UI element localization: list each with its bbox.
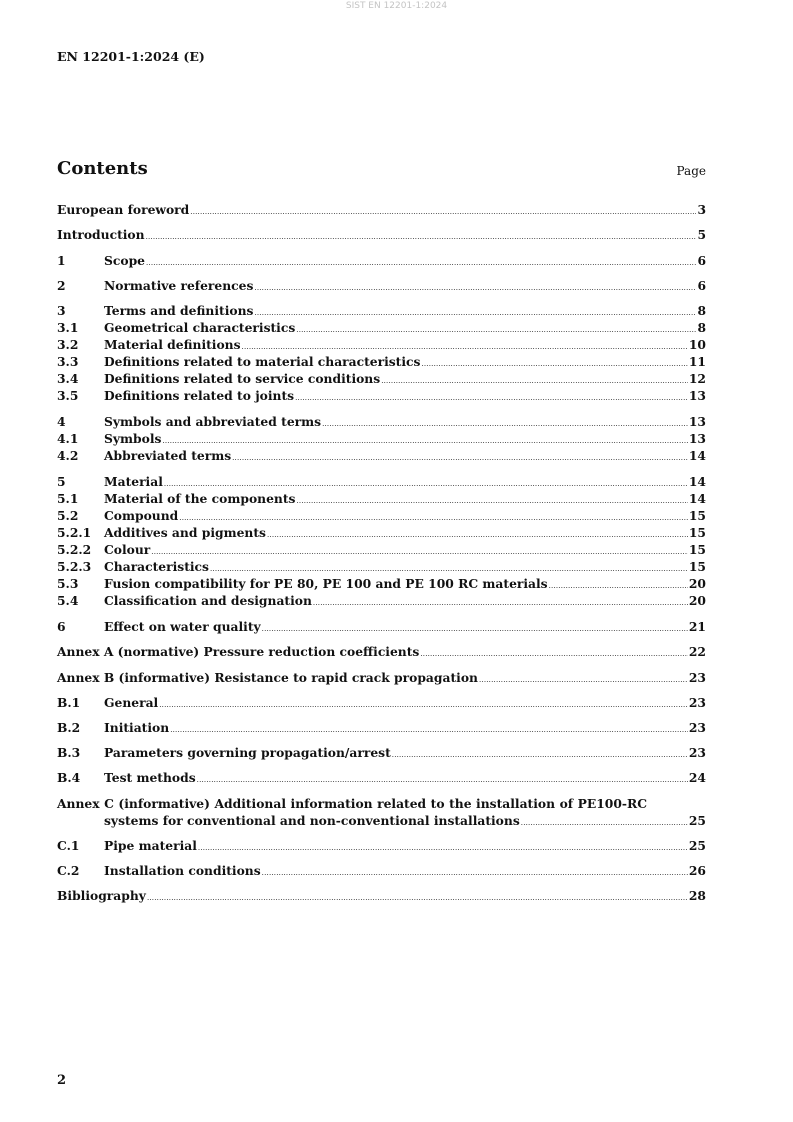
- toc-entry-title: General: [104, 695, 159, 710]
- toc-entry-title: Bibliography: [57, 888, 146, 903]
- toc-entry-number: 5.2.3: [57, 559, 92, 574]
- toc-entry[interactable]: [57, 227, 706, 243]
- toc-entry-title: Normative references: [104, 278, 254, 293]
- toc-entry-number: B.2: [57, 720, 81, 735]
- toc-entry-number: 4.2: [57, 448, 79, 463]
- toc-entry-page: 23: [688, 695, 706, 710]
- toc-entry[interactable]: [57, 770, 706, 786]
- toc-entry[interactable]: [57, 448, 706, 464]
- toc-entry-title: Pipe material: [104, 838, 197, 853]
- toc-entry-title: Definitions related to joints: [104, 388, 295, 403]
- toc-entry-title: Symbols and abbreviated terms: [104, 414, 322, 429]
- toc-entry-title: Classification and designation: [104, 593, 312, 608]
- toc-leader-dots: [295, 390, 688, 406]
- toc-entry-title: European foreword: [57, 202, 190, 217]
- toc-entry-title: Annex A (normative) Pressure reduction coefficients: [57, 644, 420, 659]
- toc-leader-dots: [232, 450, 688, 466]
- toc-leader-dots: [162, 433, 687, 449]
- toc-entry[interactable]: [57, 253, 706, 269]
- toc-leader-dots: [159, 697, 688, 713]
- toc-leader-dots: [296, 322, 696, 338]
- toc-entry-page: 8: [697, 320, 706, 335]
- toc-entry-number: 5.3: [57, 576, 79, 591]
- toc-entry[interactable]: [57, 838, 706, 854]
- toc-leader-dots: [313, 595, 688, 611]
- toc-leader-dots: [479, 672, 688, 688]
- toc-entry-page: 12: [688, 371, 706, 386]
- toc-entry-number: 1: [57, 253, 66, 268]
- toc-leader-dots: [521, 815, 688, 831]
- toc-leader-dots: [190, 204, 696, 220]
- toc-leader-dots: [198, 840, 688, 856]
- toc-entry-title: Characteristics: [104, 559, 209, 574]
- toc-entry-number: 3.3: [57, 354, 79, 369]
- toc-entry[interactable]: [57, 619, 706, 635]
- toc-entry-page: 28: [688, 888, 706, 903]
- toc-entry-title: Compound: [104, 508, 179, 523]
- toc-entry-page: 3: [697, 202, 706, 217]
- toc-leader-dots: [197, 772, 688, 788]
- toc-entry-number: 5.2: [57, 508, 79, 523]
- toc-leader-dots: [146, 229, 697, 245]
- toc-entry-page: 21: [688, 619, 706, 634]
- toc-entry[interactable]: [57, 388, 706, 404]
- toc-entry-page: 23: [688, 720, 706, 735]
- toc-leader-dots: [420, 646, 688, 662]
- toc-entry-title: Fusion compatibility for PE 80, PE 100 and PE 100 RC materials: [104, 576, 548, 591]
- toc-entry-page: 6: [697, 253, 706, 268]
- toc-entry-page: 15: [688, 559, 706, 574]
- page-column-label: Page: [676, 164, 706, 178]
- toc-entry[interactable]: [57, 813, 706, 829]
- toc-entry[interactable]: [57, 202, 706, 218]
- toc-leader-dots: [421, 356, 687, 372]
- toc-entry-number: 5.4: [57, 593, 79, 608]
- toc-entry-title: Additives and pigments: [104, 525, 266, 540]
- toc-entry[interactable]: [57, 337, 706, 353]
- toc-entry-page: 23: [688, 745, 706, 760]
- toc-entry-number: 5.2.2: [57, 542, 92, 557]
- toc-entry-page: 15: [688, 508, 706, 523]
- toc-entry-number: 3.4: [57, 371, 79, 386]
- toc-entry-number: 4.1: [57, 431, 79, 446]
- toc-entry-number: 3: [57, 303, 66, 318]
- toc-entry[interactable]: [57, 525, 706, 541]
- toc-entry-page: 10: [688, 337, 706, 352]
- toc-entry-page: 13: [688, 388, 706, 403]
- toc-entry[interactable]: [57, 542, 706, 558]
- contents-heading: Contents: [57, 158, 148, 179]
- toc-leader-dots: [392, 747, 688, 763]
- toc-entry-page: 8: [697, 303, 706, 318]
- toc-entry-title: Colour: [104, 542, 151, 557]
- toc-entry[interactable]: [57, 644, 706, 660]
- toc-entry-number: 5: [57, 474, 66, 489]
- toc-entry-page: 20: [688, 576, 706, 591]
- toc-entry-page: 14: [688, 491, 706, 506]
- toc-entry-page: 22: [688, 644, 706, 659]
- toc-leader-dots: [210, 561, 688, 577]
- toc-entry[interactable]: [57, 431, 706, 447]
- toc-entry-title: Material: [104, 474, 163, 489]
- toc-entry-page: 26: [688, 863, 706, 878]
- toc-leader-dots: [147, 890, 688, 906]
- toc-entry-number: 2: [57, 278, 66, 293]
- toc-entry-page: 15: [688, 525, 706, 540]
- toc-entry-number: 3.2: [57, 337, 79, 352]
- toc-entry[interactable]: [57, 670, 706, 686]
- toc-entry[interactable]: [57, 414, 706, 430]
- toc-entry-title: Definitions related to service conditions: [104, 371, 381, 386]
- toc-entry-title: systems for conventional and non-conventional installations: [104, 813, 520, 828]
- toc-entry-title: Test methods: [104, 770, 196, 785]
- toc-entry-title: Parameters governing propagation/arrest: [104, 745, 391, 760]
- toc-entry-title: Introduction: [57, 227, 145, 242]
- toc-entry[interactable]: [57, 278, 706, 294]
- toc-entry[interactable]: [57, 695, 706, 711]
- toc-entry[interactable]: [57, 491, 706, 507]
- toc-leader-dots: [549, 578, 688, 594]
- toc-entry-number: 3.5: [57, 388, 79, 403]
- toc-entry[interactable]: [57, 720, 706, 736]
- toc-entry-page: 13: [688, 414, 706, 429]
- toc-entry-title: Initiation: [104, 720, 170, 735]
- toc-entry-title: Symbols: [104, 431, 162, 446]
- toc-entry-title: Annex B (informative) Resistance to rapid crack propagation: [57, 670, 478, 685]
- toc-entry[interactable]: [57, 320, 706, 336]
- toc-entry-title: Scope: [104, 253, 145, 268]
- toc-entry[interactable]: [57, 576, 706, 592]
- toc-leader-dots: [146, 255, 696, 271]
- toc-leader-dots: [381, 373, 688, 389]
- toc-entry-page: 23: [688, 670, 706, 685]
- toc-entry-number: B.4: [57, 770, 81, 785]
- toc-entry-page: 13: [688, 431, 706, 446]
- toc-entry-page: 24: [688, 770, 706, 785]
- toc-entry-page: 5: [697, 227, 706, 242]
- toc-leader-dots: [267, 527, 688, 543]
- toc-entry-page: 14: [688, 474, 706, 489]
- toc-entry[interactable]: [57, 559, 706, 575]
- toc-entry-page: 20: [688, 593, 706, 608]
- toc-entry[interactable]: [57, 371, 706, 387]
- toc-entry-title: Geometrical characteristics: [104, 320, 296, 335]
- toc-entry[interactable]: [57, 593, 706, 609]
- toc-entry-number: 5.2.1: [57, 525, 92, 540]
- toc-entry-number: 3.1: [57, 320, 79, 335]
- toc-entry-page: 15: [688, 542, 706, 557]
- toc-leader-dots: [322, 416, 688, 432]
- toc-entry-number: C.1: [57, 838, 80, 853]
- toc-leader-dots: [179, 510, 688, 526]
- toc-entry-title: Material definitions: [104, 337, 241, 352]
- toc-leader-dots: [242, 339, 688, 355]
- toc-entry-page: 25: [688, 813, 706, 828]
- toc-entry[interactable]: [57, 745, 706, 761]
- toc-leader-dots: [164, 476, 688, 492]
- watermark: SIST EN 12201-1:2024: [345, 1, 448, 11]
- toc-entry-number: B.3: [57, 745, 81, 760]
- toc-entry-number: C.2: [57, 863, 80, 878]
- toc-leader-dots: [170, 722, 688, 738]
- document-id: EN 12201-1:2024 (E): [57, 49, 205, 64]
- toc-entry-page: 11: [688, 354, 706, 369]
- toc-leader-dots: [254, 280, 696, 296]
- toc-entry[interactable]: [57, 863, 706, 879]
- toc-leader-dots: [262, 621, 688, 637]
- toc-entry-number: 5.1: [57, 491, 79, 506]
- toc-entry-page: 6: [697, 278, 706, 293]
- toc-entry[interactable]: [57, 508, 706, 524]
- toc-entry-title: Installation conditions: [104, 863, 261, 878]
- toc-entry[interactable]: [57, 474, 706, 490]
- toc-entry-page: 25: [688, 838, 706, 853]
- annex-c-heading-line[interactable]: Annex C (informative) Additional information related to the installation of PE100-RC: [57, 796, 647, 811]
- toc-entry-number: 6: [57, 619, 66, 634]
- toc-entry[interactable]: [57, 354, 706, 370]
- toc-entry[interactable]: [57, 303, 706, 319]
- toc-entry-number: 4: [57, 414, 66, 429]
- toc-leader-dots: [262, 865, 688, 881]
- toc-entry[interactable]: [57, 888, 706, 904]
- toc-entry-title: Effect on water quality: [104, 619, 261, 634]
- toc-leader-dots: [296, 493, 687, 509]
- toc-entry-title: Definitions related to material characteristics: [104, 354, 421, 369]
- toc-entry-title: Abbreviated terms: [104, 448, 232, 463]
- page-number: 2: [57, 1073, 67, 1088]
- toc-entry-title: Material of the components: [104, 491, 296, 506]
- toc-entry-number: B.1: [57, 695, 81, 710]
- toc-leader-dots: [254, 305, 696, 321]
- toc-entry-page: 14: [688, 448, 706, 463]
- toc-leader-dots: [151, 544, 688, 560]
- toc-entry-title: Terms and definitions: [104, 303, 254, 318]
